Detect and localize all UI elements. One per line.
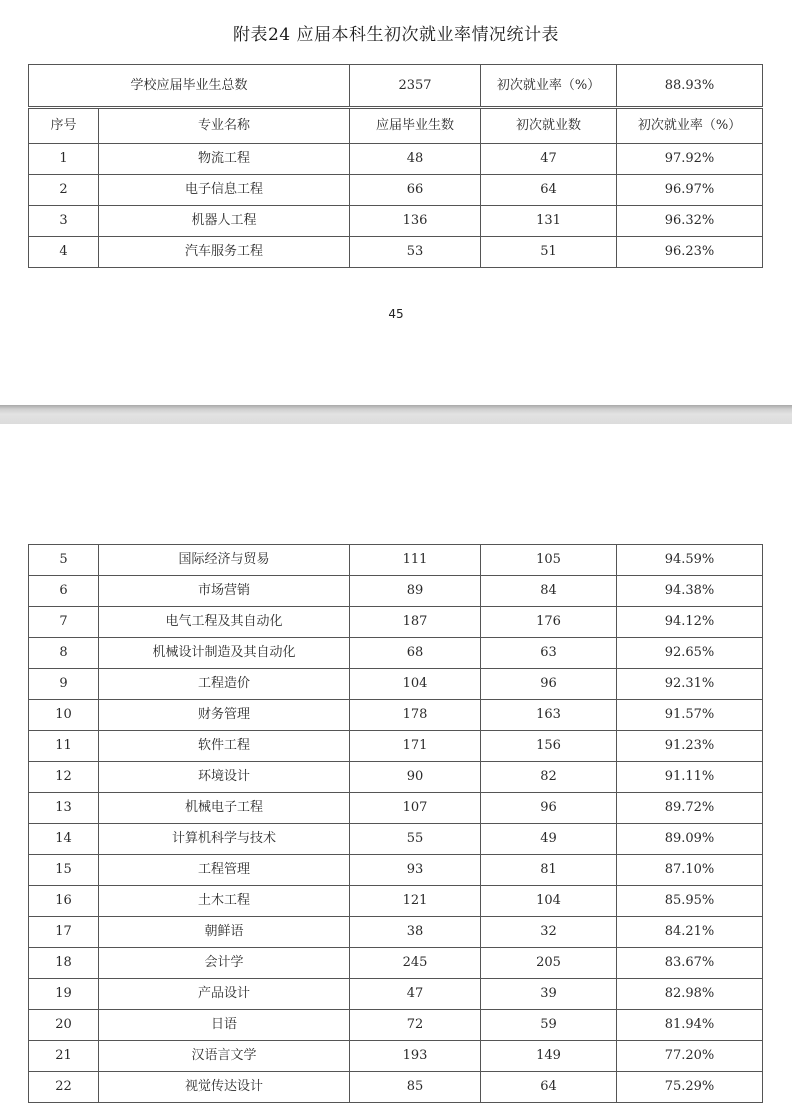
cell-major: 电子信息工程	[99, 175, 350, 206]
cell-no: 11	[29, 731, 99, 762]
cell-no: 17	[29, 917, 99, 948]
cell-major: 汽车服务工程	[99, 237, 350, 268]
cell-major: 产品设计	[99, 979, 350, 1010]
cell-employed: 96	[481, 793, 617, 824]
cell-major: 会计学	[99, 948, 350, 979]
cell-no: 14	[29, 824, 99, 855]
header-row	[29, 108, 763, 144]
cell-employed: 82	[481, 762, 617, 793]
table-row	[29, 669, 763, 700]
cell-rate: 91.23%	[617, 731, 763, 762]
table-row	[29, 700, 763, 731]
cell-employed: 149	[481, 1041, 617, 1072]
cell-graduates: 89	[350, 576, 481, 607]
cell-employed: 64	[481, 175, 617, 206]
cell-graduates: 178	[350, 700, 481, 731]
cell-graduates: 93	[350, 855, 481, 886]
cell-no: 3	[29, 206, 99, 237]
summary-rate-value: 88.93%	[617, 65, 763, 108]
cell-employed: 81	[481, 855, 617, 886]
cell-graduates: 136	[350, 206, 481, 237]
cell-graduates: 104	[350, 669, 481, 700]
cell-rate: 82.98%	[617, 979, 763, 1010]
cell-major: 电气工程及其自动化	[99, 607, 350, 638]
cell-no: 13	[29, 793, 99, 824]
table-row	[29, 1041, 763, 1072]
cell-major: 市场营销	[99, 576, 350, 607]
cell-no: 22	[29, 1072, 99, 1103]
cell-rate: 87.10%	[617, 855, 763, 886]
cell-major: 国际经济与贸易	[99, 545, 350, 576]
cell-rate: 94.59%	[617, 545, 763, 576]
cell-graduates: 187	[350, 607, 481, 638]
summary-label: 学校应届毕业生总数	[29, 65, 350, 108]
cell-graduates: 107	[350, 793, 481, 824]
cell-rate: 83.67%	[617, 948, 763, 979]
column-header-employed: 初次就业数	[481, 108, 617, 144]
table-title: 附表24 应届本科生初次就业率情况统计表	[232, 25, 560, 45]
cell-no: 20	[29, 1010, 99, 1041]
cell-major: 物流工程	[99, 144, 350, 175]
table-row	[29, 855, 763, 886]
cell-employed: 156	[481, 731, 617, 762]
cell-graduates: 53	[350, 237, 481, 268]
cell-no: 19	[29, 979, 99, 1010]
employment-table-page-1	[28, 64, 763, 268]
cell-no: 1	[29, 144, 99, 175]
cell-rate: 94.38%	[617, 576, 763, 607]
cell-major: 机械设计制造及其自动化	[99, 638, 350, 669]
cell-major: 计算机科学与技术	[99, 824, 350, 855]
cell-major: 汉语言文学	[99, 1041, 350, 1072]
cell-graduates: 245	[350, 948, 481, 979]
cell-employed: 104	[481, 886, 617, 917]
cell-graduates: 121	[350, 886, 481, 917]
cell-employed: 39	[481, 979, 617, 1010]
cell-major: 土木工程	[99, 886, 350, 917]
cell-rate: 96.23%	[617, 237, 763, 268]
cell-no: 18	[29, 948, 99, 979]
cell-no: 6	[29, 576, 99, 607]
cell-major: 财务管理	[99, 700, 350, 731]
cell-rate: 97.92%	[617, 144, 763, 175]
cell-rate: 92.31%	[617, 669, 763, 700]
table-row	[29, 206, 763, 237]
summary-rate-label: 初次就业率（%）	[481, 65, 617, 108]
summary-total-graduates: 2357	[350, 65, 481, 108]
cell-rate: 92.65%	[617, 638, 763, 669]
cell-rate: 81.94%	[617, 1010, 763, 1041]
cell-graduates: 171	[350, 731, 481, 762]
table-row	[29, 175, 763, 206]
employment-table-page-2	[28, 544, 763, 1103]
page-number: 45	[388, 307, 404, 321]
cell-major: 机械电子工程	[99, 793, 350, 824]
cell-graduates: 68	[350, 638, 481, 669]
table-row	[29, 948, 763, 979]
cell-no: 8	[29, 638, 99, 669]
cell-rate: 91.11%	[617, 762, 763, 793]
table-row	[29, 886, 763, 917]
cell-major: 工程造价	[99, 669, 350, 700]
cell-rate: 91.57%	[617, 700, 763, 731]
cell-employed: 131	[481, 206, 617, 237]
cell-employed: 96	[481, 669, 617, 700]
table-row	[29, 144, 763, 175]
cell-rate: 94.12%	[617, 607, 763, 638]
cell-major: 视觉传达设计	[99, 1072, 350, 1103]
cell-graduates: 85	[350, 1072, 481, 1103]
table-row	[29, 793, 763, 824]
cell-rate: 84.21%	[617, 917, 763, 948]
table-row	[29, 979, 763, 1010]
cell-employed: 49	[481, 824, 617, 855]
cell-employed: 32	[481, 917, 617, 948]
column-header-rate: 初次就业率（%）	[617, 108, 763, 144]
cell-graduates: 66	[350, 175, 481, 206]
cell-no: 15	[29, 855, 99, 886]
cell-no: 9	[29, 669, 99, 700]
cell-employed: 47	[481, 144, 617, 175]
cell-no: 12	[29, 762, 99, 793]
table-row	[29, 576, 763, 607]
cell-graduates: 55	[350, 824, 481, 855]
cell-employed: 63	[481, 638, 617, 669]
table-row	[29, 638, 763, 669]
cell-major: 机器人工程	[99, 206, 350, 237]
cell-major: 环境设计	[99, 762, 350, 793]
cell-rate: 75.29%	[617, 1072, 763, 1103]
cell-employed: 64	[481, 1072, 617, 1103]
cell-major: 软件工程	[99, 731, 350, 762]
cell-employed: 105	[481, 545, 617, 576]
table-row	[29, 731, 763, 762]
cell-employed: 84	[481, 576, 617, 607]
table-row	[29, 917, 763, 948]
summary-row	[29, 65, 763, 108]
table-row	[29, 1072, 763, 1103]
cell-rate: 77.20%	[617, 1041, 763, 1072]
cell-graduates: 90	[350, 762, 481, 793]
cell-major: 朝鲜语	[99, 917, 350, 948]
table-row	[29, 237, 763, 268]
cell-employed: 163	[481, 700, 617, 731]
cell-graduates: 72	[350, 1010, 481, 1041]
cell-no: 4	[29, 237, 99, 268]
cell-employed: 59	[481, 1010, 617, 1041]
cell-rate: 96.32%	[617, 206, 763, 237]
table-row	[29, 1010, 763, 1041]
table-row	[29, 607, 763, 638]
cell-no: 2	[29, 175, 99, 206]
cell-major: 日语	[99, 1010, 350, 1041]
cell-graduates: 193	[350, 1041, 481, 1072]
page-separator	[0, 405, 792, 424]
cell-graduates: 111	[350, 545, 481, 576]
cell-rate: 89.72%	[617, 793, 763, 824]
cell-no: 21	[29, 1041, 99, 1072]
cell-rate: 85.95%	[617, 886, 763, 917]
cell-employed: 205	[481, 948, 617, 979]
cell-no: 10	[29, 700, 99, 731]
column-header-major: 专业名称	[99, 108, 350, 144]
cell-graduates: 48	[350, 144, 481, 175]
column-header-no: 序号	[29, 108, 99, 144]
cell-rate: 96.97%	[617, 175, 763, 206]
cell-graduates: 38	[350, 917, 481, 948]
cell-rate: 89.09%	[617, 824, 763, 855]
column-header-graduates: 应届毕业生数	[350, 108, 481, 144]
table-row	[29, 545, 763, 576]
cell-employed: 51	[481, 237, 617, 268]
table-row	[29, 762, 763, 793]
cell-graduates: 47	[350, 979, 481, 1010]
cell-no: 5	[29, 545, 99, 576]
table-row	[29, 824, 763, 855]
cell-no: 7	[29, 607, 99, 638]
cell-no: 16	[29, 886, 99, 917]
cell-major: 工程管理	[99, 855, 350, 886]
cell-employed: 176	[481, 607, 617, 638]
